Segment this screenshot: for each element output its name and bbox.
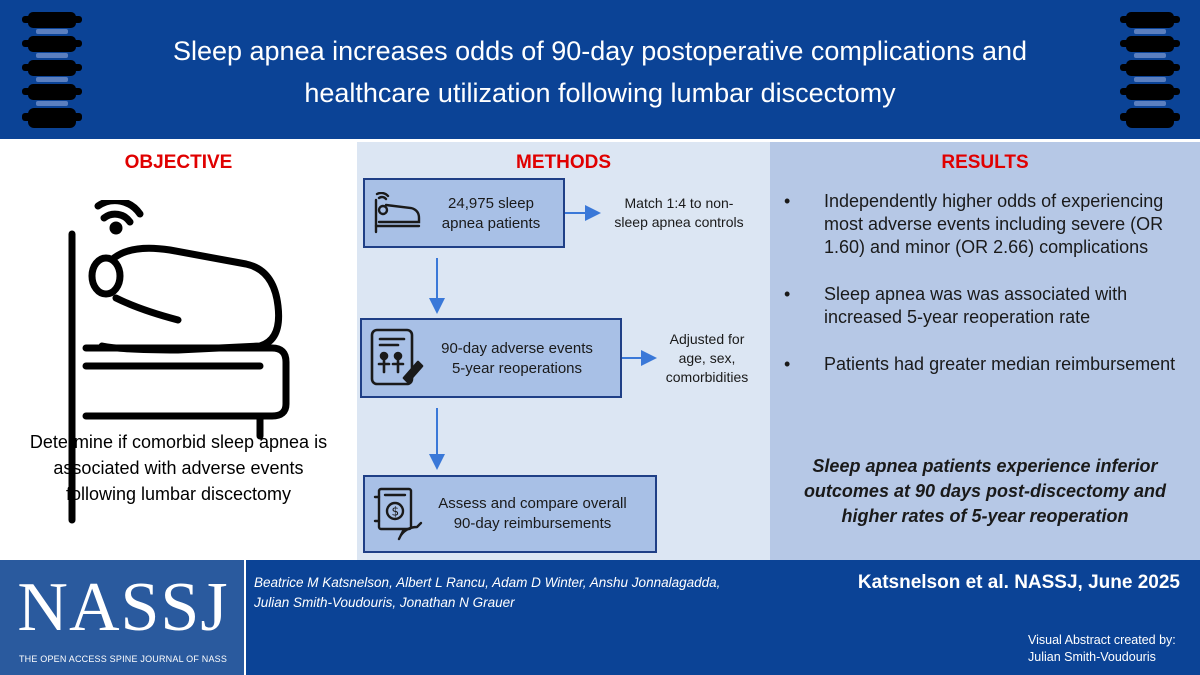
- results-title: RESULTS: [941, 152, 1029, 173]
- title-line-2: healthcare utilization following lumbar discectomy: [304, 78, 896, 108]
- bullet-icon: •: [784, 354, 791, 374]
- method-step-3-line-1: Assess and compare overall: [438, 495, 627, 512]
- journal-logo: [0, 560, 246, 675]
- credit-line-2: Julian Smith-Voudouris: [1028, 650, 1156, 664]
- credit-line-1: Visual Abstract created by:: [1028, 633, 1176, 647]
- method-step-2-line-1: 90-day adverse events: [441, 340, 593, 357]
- patient-bed-icon: [373, 192, 421, 234]
- method-step-3-line-2: 90-day reimbursements: [453, 515, 612, 532]
- method-step-2-line-2: 5-year reoperations: [451, 360, 583, 377]
- method-step-2-note-line-1: Adjusted for: [669, 331, 745, 347]
- result-item: [784, 190, 1184, 259]
- method-step-1-note-line-2: sleep apnea controls: [614, 214, 744, 230]
- method-step-1-line-2: apnea patients: [441, 215, 541, 232]
- result-text: Sleep apnea was was associated with increased 5-year reoperation rate: [824, 284, 1128, 327]
- bullet-icon: •: [784, 284, 791, 304]
- objective-text: [0, 429, 357, 507]
- footer-banner: [0, 560, 1200, 675]
- objective-title: OBJECTIVE: [124, 152, 233, 173]
- abstract-credit: [940, 632, 1188, 666]
- method-step-1-note-line-1: Match 1:4 to non-: [624, 195, 734, 211]
- logo-subtitle: THE OPEN ACCESS SPINE JOURNAL OF NASS: [18, 654, 228, 664]
- result-item: [784, 283, 1184, 329]
- objective-line-2: associated with adverse events: [53, 458, 304, 478]
- method-step-2-note-line-3: comorbidities: [665, 369, 749, 385]
- methods-section: [357, 142, 770, 560]
- result-item: [784, 353, 1184, 376]
- clipboard-icon: [368, 326, 424, 390]
- page-title: [110, 30, 1090, 114]
- objective-section: [0, 142, 357, 560]
- objective-line-1: Determine if comorbid sleep apnea is: [29, 432, 328, 452]
- spine-icon: [1120, 8, 1180, 138]
- method-step-1-text: [421, 194, 561, 234]
- method-step-1: [363, 178, 565, 248]
- method-step-2-note: [647, 330, 767, 387]
- logo-wordmark: NASSJ: [17, 569, 229, 646]
- svg-text:$: $: [391, 504, 400, 519]
- spine-icon: [22, 8, 82, 138]
- method-step-2: [360, 318, 622, 398]
- reimbursement-icon: [373, 485, 423, 541]
- method-step-2-text: [422, 339, 612, 379]
- bullet-icon: •: [784, 191, 791, 211]
- result-text: Independently higher odds of experiencing most adverse events including severe (OR 1.60) and minor (OR 2.66) complications: [824, 191, 1164, 257]
- title-line-1: Sleep apnea increases odds of 90-day postoperative complications and: [172, 36, 1028, 66]
- citation: Katsnelson et al. NASSJ, June 2025: [857, 572, 1180, 593]
- method-step-3-text: [420, 494, 645, 534]
- methods-title: METHODS: [516, 152, 611, 173]
- header-banner: [0, 0, 1200, 142]
- method-step-1-line-1: 24,975 sleep: [448, 195, 534, 212]
- author-list: [254, 573, 774, 613]
- results-section: [770, 142, 1200, 560]
- method-step-1-note: [589, 194, 769, 232]
- results-list: [784, 190, 1184, 400]
- method-step-2-note-line-2: age, sex,: [678, 350, 736, 366]
- result-text: Patients had greater median reimbursement: [824, 354, 1176, 374]
- results-conclusion: Sleep apnea patients experience inferior outcomes at 90 days post-discectomy and higher rates of 5-year reoperation: [803, 456, 1167, 526]
- authors-line-2: Julian Smith-Voudouris, Jonathan N Grauer: [254, 595, 515, 610]
- authors-line-1: Beatrice M Katsnelson, Albert L Rancu, Adam D Winter, Anshu Jonnalagadda,: [254, 575, 721, 590]
- method-step-3: [363, 475, 657, 553]
- objective-line-3: following lumbar discectomy: [65, 484, 292, 504]
